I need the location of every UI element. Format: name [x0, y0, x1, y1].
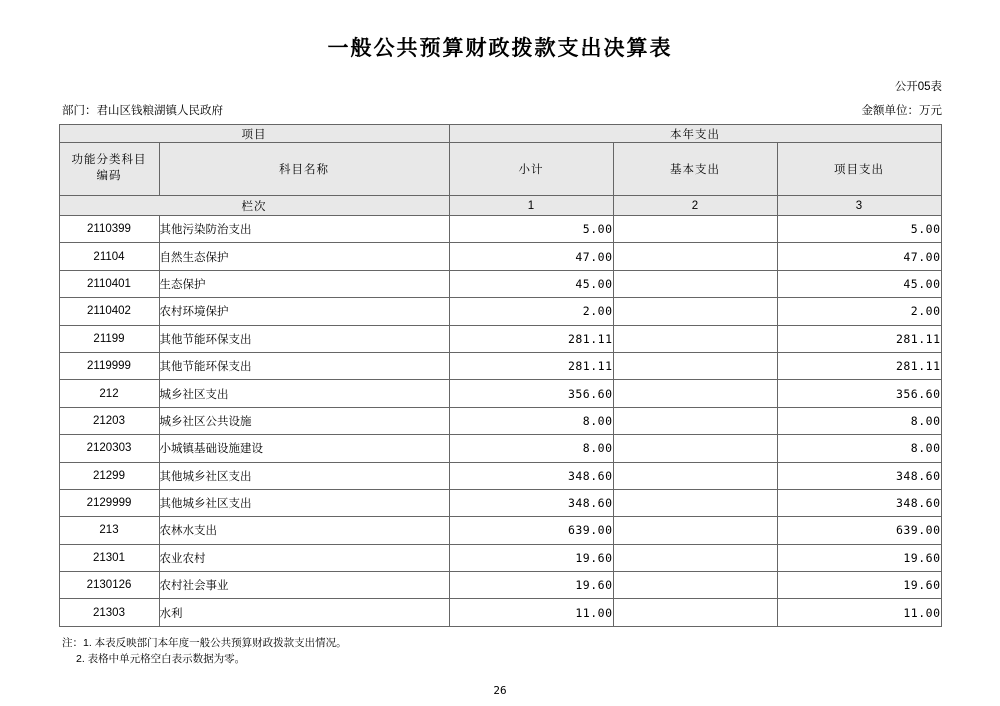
cell-name: 生态保护	[159, 270, 449, 297]
cell-code: 21199	[59, 325, 159, 352]
cell-basic	[613, 352, 777, 379]
cell-project: 281.11	[777, 352, 941, 379]
column-header-row	[59, 143, 941, 196]
table-row	[59, 243, 941, 270]
cell-basic	[613, 216, 777, 243]
cell-basic	[613, 599, 777, 626]
note-line-2: 2. 表格中单元格空白表示数据为零。	[76, 653, 246, 666]
cell-name: 自然生态保护	[159, 243, 449, 270]
table-row	[59, 380, 941, 407]
table-row	[59, 435, 941, 462]
cell-name: 其他城乡社区支出	[159, 462, 449, 489]
amount-unit-label: 金额单位：万元	[861, 105, 942, 117]
column-header-code-line2: 编码	[96, 170, 122, 182]
table-row	[59, 352, 941, 379]
table-notes	[0, 627, 1000, 668]
cell-project: 639.00	[777, 517, 941, 544]
table-row	[59, 489, 941, 516]
cell-code: 21104	[59, 243, 159, 270]
cell-basic	[613, 489, 777, 516]
cell-subtotal: 5.00	[449, 216, 613, 243]
cell-basic	[613, 517, 777, 544]
cell-code: 21299	[59, 462, 159, 489]
group-header-project: 项目	[59, 125, 449, 143]
cell-subtotal: 19.60	[449, 544, 613, 571]
group-header-current-year: 本年支出	[449, 125, 941, 143]
meta-row	[0, 94, 1000, 118]
cell-basic	[613, 435, 777, 462]
cell-code: 21203	[59, 407, 159, 434]
cell-project: 47.00	[777, 243, 941, 270]
table-row	[59, 599, 941, 626]
table-row	[59, 544, 941, 571]
cell-code: 2120303	[59, 435, 159, 462]
cell-project: 11.00	[777, 599, 941, 626]
lane-number-1: 1	[449, 196, 613, 216]
cell-code: 2130126	[59, 572, 159, 599]
cell-name: 其他城乡社区支出	[159, 489, 449, 516]
cell-code: 21301	[59, 544, 159, 571]
cell-subtotal: 11.00	[449, 599, 613, 626]
table-row	[59, 407, 941, 434]
column-header-basic: 基本支出	[613, 143, 777, 196]
cell-subtotal: 356.60	[449, 380, 613, 407]
cell-name: 城乡社区支出	[159, 380, 449, 407]
cell-project: 2.00	[777, 298, 941, 325]
cell-project: 356.60	[777, 380, 941, 407]
lane-number-3: 3	[777, 196, 941, 216]
cell-project: 8.00	[777, 435, 941, 462]
column-header-code	[59, 143, 159, 196]
table-row	[59, 270, 941, 297]
cell-subtotal: 639.00	[449, 517, 613, 544]
cell-project: 281.11	[777, 325, 941, 352]
cell-subtotal: 8.00	[449, 435, 613, 462]
cell-name: 农村社会事业	[159, 572, 449, 599]
cell-subtotal: 348.60	[449, 462, 613, 489]
cell-subtotal: 281.11	[449, 325, 613, 352]
cell-project: 8.00	[777, 407, 941, 434]
cell-basic	[613, 572, 777, 599]
cell-basic	[613, 298, 777, 325]
cell-name: 其他节能环保支出	[159, 352, 449, 379]
cell-code: 2110399	[59, 216, 159, 243]
cell-subtotal: 348.60	[449, 489, 613, 516]
cell-project: 348.60	[777, 462, 941, 489]
cell-project: 45.00	[777, 270, 941, 297]
table-row	[59, 298, 941, 325]
group-header-row	[59, 125, 941, 143]
cell-code: 21303	[59, 599, 159, 626]
form-code: 公开05表	[894, 81, 942, 93]
cell-code: 2110402	[59, 298, 159, 325]
cell-name: 城乡社区公共设施	[159, 407, 449, 434]
table-header	[59, 125, 941, 216]
table-row	[59, 325, 941, 352]
column-header-subtotal: 小计	[449, 143, 613, 196]
cell-project: 5.00	[777, 216, 941, 243]
cell-basic	[613, 380, 777, 407]
lane-number-2: 2	[613, 196, 777, 216]
cell-code: 2110401	[59, 270, 159, 297]
cell-subtotal: 2.00	[449, 298, 613, 325]
cell-subtotal: 8.00	[449, 407, 613, 434]
cell-name: 其他污染防治支出	[159, 216, 449, 243]
cell-name: 水利	[159, 599, 449, 626]
table-row	[59, 572, 941, 599]
column-header-name: 科目名称	[159, 143, 449, 196]
cell-subtotal: 45.00	[449, 270, 613, 297]
cell-basic	[613, 544, 777, 571]
lane-label: 栏次	[59, 196, 449, 216]
cell-name: 其他节能环保支出	[159, 325, 449, 352]
page-title: 一般公共预算财政拨款支出决算表	[327, 36, 673, 60]
cell-code: 2129999	[59, 489, 159, 516]
lane-row	[59, 196, 941, 216]
cell-basic	[613, 462, 777, 489]
cell-basic	[613, 325, 777, 352]
cell-name: 小城镇基础设施建设	[159, 435, 449, 462]
cell-subtotal: 19.60	[449, 572, 613, 599]
cell-basic	[613, 407, 777, 434]
page-number: 26	[493, 684, 507, 698]
cell-name: 农林水支出	[159, 517, 449, 544]
cell-code: 2119999	[59, 352, 159, 379]
cell-basic	[613, 243, 777, 270]
note-line-1: 注：1. 本表反映部门本年度一般公共预算财政拨款支出情况。	[62, 636, 347, 649]
cell-project: 19.60	[777, 544, 941, 571]
table-row	[59, 462, 941, 489]
table-row	[59, 216, 941, 243]
cell-subtotal: 47.00	[449, 243, 613, 270]
cell-code: 212	[59, 380, 159, 407]
budget-table	[59, 124, 942, 627]
department-label: 部门：君山区钱粮湖镇人民政府	[62, 105, 223, 117]
cell-basic	[613, 270, 777, 297]
column-header-code-line1: 功能分类科目	[71, 154, 147, 167]
cell-project: 348.60	[777, 489, 941, 516]
cell-name: 农村环境保护	[159, 298, 449, 325]
cell-project: 19.60	[777, 572, 941, 599]
column-header-project: 项目支出	[777, 143, 941, 196]
table-row	[59, 517, 941, 544]
cell-code: 213	[59, 517, 159, 544]
cell-name: 农业农村	[159, 544, 449, 571]
table-body	[59, 216, 941, 627]
cell-subtotal: 281.11	[449, 352, 613, 379]
